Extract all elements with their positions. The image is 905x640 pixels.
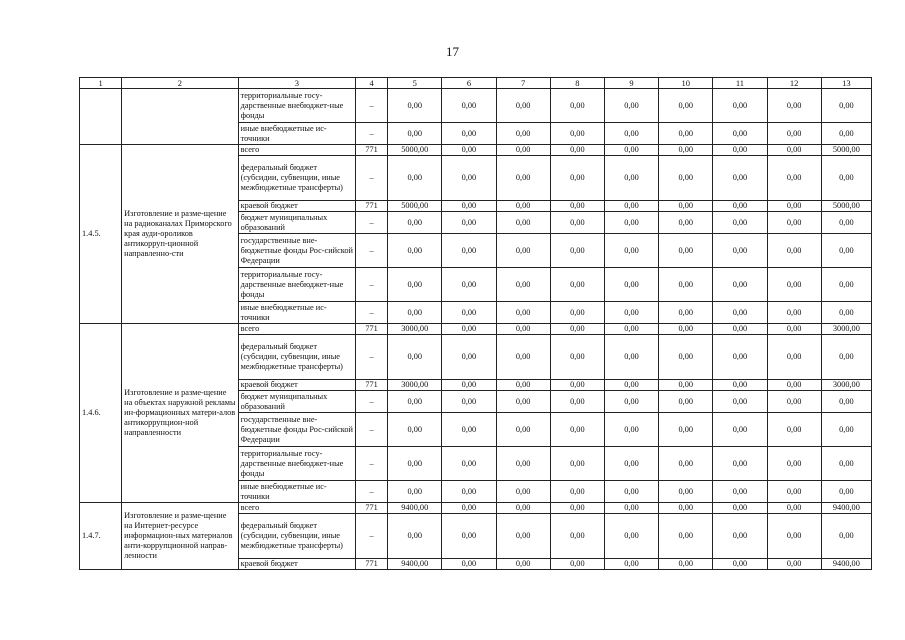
- amount-cell: 0,00: [442, 302, 496, 324]
- source-cell: федеральный бюджет (субсидии, субвенции, иные межбюджетные трансферты): [238, 156, 355, 201]
- amount-cell: 3000,00: [821, 324, 871, 335]
- code-cell: –: [356, 514, 388, 559]
- amount-cell: 0,00: [550, 156, 604, 201]
- code-cell: 771: [356, 145, 388, 156]
- amount-cell: 0,00: [659, 413, 713, 447]
- source-cell: иные внебюджетные ис-точники: [238, 123, 355, 145]
- source-cell: краевой бюджет: [238, 380, 355, 391]
- item-code: [80, 89, 122, 145]
- amount-cell: 0,00: [604, 481, 658, 503]
- amount-cell: 0,00: [388, 123, 442, 145]
- amount-cell: 0,00: [659, 145, 713, 156]
- column-number: 13: [821, 78, 871, 89]
- amount-cell: 0,00: [767, 268, 821, 302]
- amount-cell: 0,00: [659, 201, 713, 212]
- amount-cell: 0,00: [659, 335, 713, 380]
- code-cell: –: [356, 234, 388, 268]
- amount-cell: 0,00: [604, 268, 658, 302]
- amount-cell: 0,00: [388, 514, 442, 559]
- column-number: 11: [713, 78, 767, 89]
- amount-cell: 0,00: [604, 212, 658, 234]
- amount-cell: 0,00: [713, 89, 767, 123]
- code-cell: –: [356, 447, 388, 481]
- amount-cell: 0,00: [442, 514, 496, 559]
- amount-cell: 0,00: [659, 156, 713, 201]
- column-number: 9: [604, 78, 658, 89]
- code-cell: 771: [356, 201, 388, 212]
- amount-cell: 0,00: [713, 324, 767, 335]
- amount-cell: 0,00: [604, 89, 658, 123]
- amount-cell: 0,00: [442, 559, 496, 570]
- amount-cell: 0,00: [713, 447, 767, 481]
- amount-cell: 0,00: [713, 145, 767, 156]
- amount-cell: 0,00: [550, 481, 604, 503]
- amount-cell: 0,00: [442, 447, 496, 481]
- amount-cell: 0,00: [550, 335, 604, 380]
- amount-cell: 0,00: [388, 391, 442, 413]
- amount-cell: 0,00: [550, 145, 604, 156]
- column-number: 1: [80, 78, 122, 89]
- amount-cell: 0,00: [659, 391, 713, 413]
- amount-cell: 0,00: [442, 503, 496, 514]
- amount-cell: 0,00: [496, 268, 550, 302]
- amount-cell: 0,00: [442, 380, 496, 391]
- amount-cell: 0,00: [713, 413, 767, 447]
- amount-cell: 0,00: [496, 559, 550, 570]
- amount-cell: 0,00: [659, 447, 713, 481]
- amount-cell: 0,00: [767, 89, 821, 123]
- table-row: [80, 145, 872, 156]
- amount-cell: 0,00: [713, 503, 767, 514]
- amount-cell: 0,00: [550, 380, 604, 391]
- source-cell: бюджет муниципальных образований: [238, 212, 355, 234]
- amount-cell: 0,00: [604, 324, 658, 335]
- amount-cell: 5000,00: [821, 145, 871, 156]
- amount-cell: 0,00: [496, 413, 550, 447]
- amount-cell: 0,00: [604, 447, 658, 481]
- source-cell: всего: [238, 324, 355, 335]
- amount-cell: 0,00: [388, 302, 442, 324]
- amount-cell: 0,00: [496, 324, 550, 335]
- amount-cell: 0,00: [496, 391, 550, 413]
- column-number: 5: [388, 78, 442, 89]
- source-cell: государственные вне-бюджетные фонды Рос-сийской Федерации: [238, 234, 355, 268]
- code-cell: –: [356, 335, 388, 380]
- amount-cell: 0,00: [442, 212, 496, 234]
- amount-cell: 0,00: [496, 302, 550, 324]
- amount-cell: 0,00: [767, 201, 821, 212]
- amount-cell: 0,00: [821, 156, 871, 201]
- amount-cell: 0,00: [821, 268, 871, 302]
- item-code: 1.4.6.: [80, 324, 122, 503]
- amount-cell: 0,00: [659, 89, 713, 123]
- amount-cell: 0,00: [442, 335, 496, 380]
- amount-cell: 0,00: [659, 234, 713, 268]
- amount-cell: 5000,00: [821, 201, 871, 212]
- amount-cell: 0,00: [604, 302, 658, 324]
- source-cell: территориальные госу-дарственные внебюджет-ные фонды: [238, 89, 355, 123]
- source-cell: иные внебюджетные ис-точники: [238, 302, 355, 324]
- amount-cell: 0,00: [496, 447, 550, 481]
- amount-cell: 0,00: [821, 302, 871, 324]
- amount-cell: 0,00: [550, 503, 604, 514]
- amount-cell: 0,00: [604, 156, 658, 201]
- item-code: 1.4.7.: [80, 503, 122, 570]
- amount-cell: 0,00: [388, 89, 442, 123]
- amount-cell: 0,00: [550, 302, 604, 324]
- amount-cell: 0,00: [550, 201, 604, 212]
- amount-cell: 0,00: [496, 201, 550, 212]
- source-cell: федеральный бюджет (субсидии, субвенции, иные межбюджетные трансферты): [238, 514, 355, 559]
- item-name: [122, 89, 238, 145]
- amount-cell: 0,00: [767, 559, 821, 570]
- table-row: [80, 503, 872, 514]
- source-cell: бюджет муниципальных образований: [238, 391, 355, 413]
- amount-cell: 0,00: [713, 268, 767, 302]
- amount-cell: 0,00: [767, 324, 821, 335]
- amount-cell: 0,00: [713, 123, 767, 145]
- amount-cell: 0,00: [821, 514, 871, 559]
- code-cell: 771: [356, 559, 388, 570]
- column-number: 6: [442, 78, 496, 89]
- amount-cell: 0,00: [767, 302, 821, 324]
- amount-cell: 0,00: [767, 145, 821, 156]
- amount-cell: 0,00: [713, 481, 767, 503]
- amount-cell: 0,00: [550, 268, 604, 302]
- code-cell: 771: [356, 503, 388, 514]
- amount-cell: 0,00: [550, 391, 604, 413]
- column-number: 8: [550, 78, 604, 89]
- amount-cell: 0,00: [767, 503, 821, 514]
- column-number: 2: [122, 78, 238, 89]
- amount-cell: 0,00: [821, 391, 871, 413]
- amount-cell: 0,00: [767, 335, 821, 380]
- amount-cell: 0,00: [496, 335, 550, 380]
- source-cell: государственные вне-бюджетные фонды Рос-сийской Федерации: [238, 413, 355, 447]
- source-cell: территориальные госу-дарственные внебюджет-ные фонды: [238, 268, 355, 302]
- amount-cell: 0,00: [496, 212, 550, 234]
- amount-cell: 0,00: [821, 212, 871, 234]
- amount-cell: 0,00: [767, 514, 821, 559]
- code-cell: –: [356, 89, 388, 123]
- code-cell: –: [356, 391, 388, 413]
- amount-cell: 0,00: [388, 335, 442, 380]
- source-cell: федеральный бюджет (субсидии, субвенции, иные межбюджетные трансферты): [238, 335, 355, 380]
- amount-cell: 9400,00: [388, 503, 442, 514]
- amount-cell: 0,00: [550, 324, 604, 335]
- amount-cell: 0,00: [442, 156, 496, 201]
- amount-cell: 0,00: [442, 324, 496, 335]
- amount-cell: 3000,00: [388, 380, 442, 391]
- amount-cell: 0,00: [496, 503, 550, 514]
- amount-cell: 0,00: [442, 413, 496, 447]
- column-number: 12: [767, 78, 821, 89]
- amount-cell: 0,00: [767, 413, 821, 447]
- amount-cell: 0,00: [604, 514, 658, 559]
- amount-cell: 0,00: [496, 89, 550, 123]
- amount-cell: 0,00: [821, 89, 871, 123]
- amount-cell: 9400,00: [821, 559, 871, 570]
- amount-cell: 0,00: [388, 234, 442, 268]
- amount-cell: 0,00: [442, 201, 496, 212]
- amount-cell: 0,00: [659, 123, 713, 145]
- amount-cell: 0,00: [604, 234, 658, 268]
- amount-cell: 0,00: [550, 514, 604, 559]
- amount-cell: 0,00: [767, 234, 821, 268]
- budget-table: [79, 77, 872, 570]
- amount-cell: 0,00: [550, 123, 604, 145]
- source-cell: иные внебюджетные ис-точники: [238, 481, 355, 503]
- code-cell: –: [356, 156, 388, 201]
- amount-cell: 0,00: [659, 302, 713, 324]
- amount-cell: 0,00: [713, 559, 767, 570]
- amount-cell: 9400,00: [388, 559, 442, 570]
- amount-cell: 0,00: [496, 481, 550, 503]
- amount-cell: 0,00: [442, 89, 496, 123]
- amount-cell: 0,00: [550, 447, 604, 481]
- item-name: Изготовление и разме-щение на объектах наружной рекламы ин-формационных матери-алов антикоррупцион-ной направленности: [122, 324, 238, 503]
- amount-cell: 0,00: [550, 212, 604, 234]
- amount-cell: 0,00: [659, 380, 713, 391]
- amount-cell: 0,00: [388, 268, 442, 302]
- amount-cell: 0,00: [550, 89, 604, 123]
- amount-cell: 0,00: [767, 156, 821, 201]
- amount-cell: 0,00: [659, 481, 713, 503]
- item-name: Изготовление и разме-щение на Интернет-ресурсе информацион-ных материалов анти-коррупционной направ-ленности: [122, 503, 238, 570]
- amount-cell: 0,00: [496, 145, 550, 156]
- code-cell: –: [356, 268, 388, 302]
- code-cell: –: [356, 212, 388, 234]
- amount-cell: 0,00: [496, 123, 550, 145]
- amount-cell: 0,00: [821, 335, 871, 380]
- amount-cell: 0,00: [767, 447, 821, 481]
- amount-cell: 0,00: [388, 481, 442, 503]
- amount-cell: 0,00: [496, 514, 550, 559]
- amount-cell: 0,00: [713, 391, 767, 413]
- amount-cell: 0,00: [767, 123, 821, 145]
- amount-cell: 0,00: [550, 234, 604, 268]
- page-number: 17: [446, 44, 459, 59]
- amount-cell: 0,00: [496, 156, 550, 201]
- amount-cell: 0,00: [713, 234, 767, 268]
- code-cell: –: [356, 481, 388, 503]
- code-cell: –: [356, 123, 388, 145]
- amount-cell: 0,00: [550, 559, 604, 570]
- item-code: 1.4.5.: [80, 145, 122, 324]
- amount-cell: 0,00: [604, 413, 658, 447]
- amount-cell: 0,00: [604, 559, 658, 570]
- amount-cell: 0,00: [604, 391, 658, 413]
- amount-cell: 0,00: [767, 481, 821, 503]
- amount-cell: 0,00: [604, 123, 658, 145]
- source-cell: краевой бюджет: [238, 559, 355, 570]
- amount-cell: 0,00: [821, 481, 871, 503]
- amount-cell: 0,00: [496, 234, 550, 268]
- column-number: 10: [659, 78, 713, 89]
- amount-cell: 0,00: [496, 380, 550, 391]
- amount-cell: 0,00: [821, 123, 871, 145]
- amount-cell: 0,00: [388, 156, 442, 201]
- amount-cell: 0,00: [604, 201, 658, 212]
- amount-cell: 0,00: [713, 380, 767, 391]
- amount-cell: 0,00: [767, 380, 821, 391]
- code-cell: 771: [356, 380, 388, 391]
- amount-cell: 0,00: [767, 391, 821, 413]
- amount-cell: 0,00: [442, 145, 496, 156]
- amount-cell: 0,00: [604, 145, 658, 156]
- table-body: [80, 89, 872, 570]
- amount-cell: 0,00: [442, 481, 496, 503]
- item-name: Изготовление и разме-щение на радиоканалах Приморского края ауди-ороликов антикорруп-ционной направленно-сти: [122, 145, 238, 324]
- amount-cell: 0,00: [659, 514, 713, 559]
- amount-cell: 0,00: [713, 335, 767, 380]
- amount-cell: 0,00: [442, 234, 496, 268]
- amount-cell: 0,00: [604, 380, 658, 391]
- column-number-row: [80, 78, 872, 89]
- source-cell: территориальные госу-дарственные внебюджет-ные фонды: [238, 447, 355, 481]
- amount-cell: 0,00: [821, 447, 871, 481]
- amount-cell: 0,00: [388, 212, 442, 234]
- column-number: 7: [496, 78, 550, 89]
- column-number: 3: [238, 78, 355, 89]
- amount-cell: 0,00: [713, 212, 767, 234]
- code-cell: –: [356, 413, 388, 447]
- table-row: [80, 89, 872, 123]
- amount-cell: 0,00: [550, 413, 604, 447]
- code-cell: –: [356, 302, 388, 324]
- amount-cell: 0,00: [604, 503, 658, 514]
- amount-cell: 0,00: [604, 335, 658, 380]
- amount-cell: 0,00: [713, 156, 767, 201]
- amount-cell: 3000,00: [388, 324, 442, 335]
- amount-cell: 0,00: [442, 391, 496, 413]
- amount-cell: 0,00: [713, 201, 767, 212]
- amount-cell: 0,00: [388, 413, 442, 447]
- code-cell: 771: [356, 324, 388, 335]
- amount-cell: 0,00: [713, 302, 767, 324]
- amount-cell: 0,00: [442, 268, 496, 302]
- amount-cell: 0,00: [388, 447, 442, 481]
- amount-cell: 9400,00: [821, 503, 871, 514]
- amount-cell: 0,00: [659, 212, 713, 234]
- amount-cell: 0,00: [442, 123, 496, 145]
- table-row: [80, 324, 872, 335]
- amount-cell: 0,00: [821, 234, 871, 268]
- column-number: 4: [356, 78, 388, 89]
- amount-cell: 0,00: [659, 324, 713, 335]
- source-cell: краевой бюджет: [238, 201, 355, 212]
- amount-cell: 0,00: [767, 212, 821, 234]
- source-cell: всего: [238, 503, 355, 514]
- amount-cell: 3000,00: [821, 380, 871, 391]
- amount-cell: 0,00: [659, 503, 713, 514]
- amount-cell: 0,00: [659, 559, 713, 570]
- source-cell: всего: [238, 145, 355, 156]
- amount-cell: 0,00: [659, 268, 713, 302]
- amount-cell: 5000,00: [388, 145, 442, 156]
- amount-cell: 0,00: [713, 514, 767, 559]
- amount-cell: 0,00: [821, 413, 871, 447]
- amount-cell: 5000,00: [388, 201, 442, 212]
